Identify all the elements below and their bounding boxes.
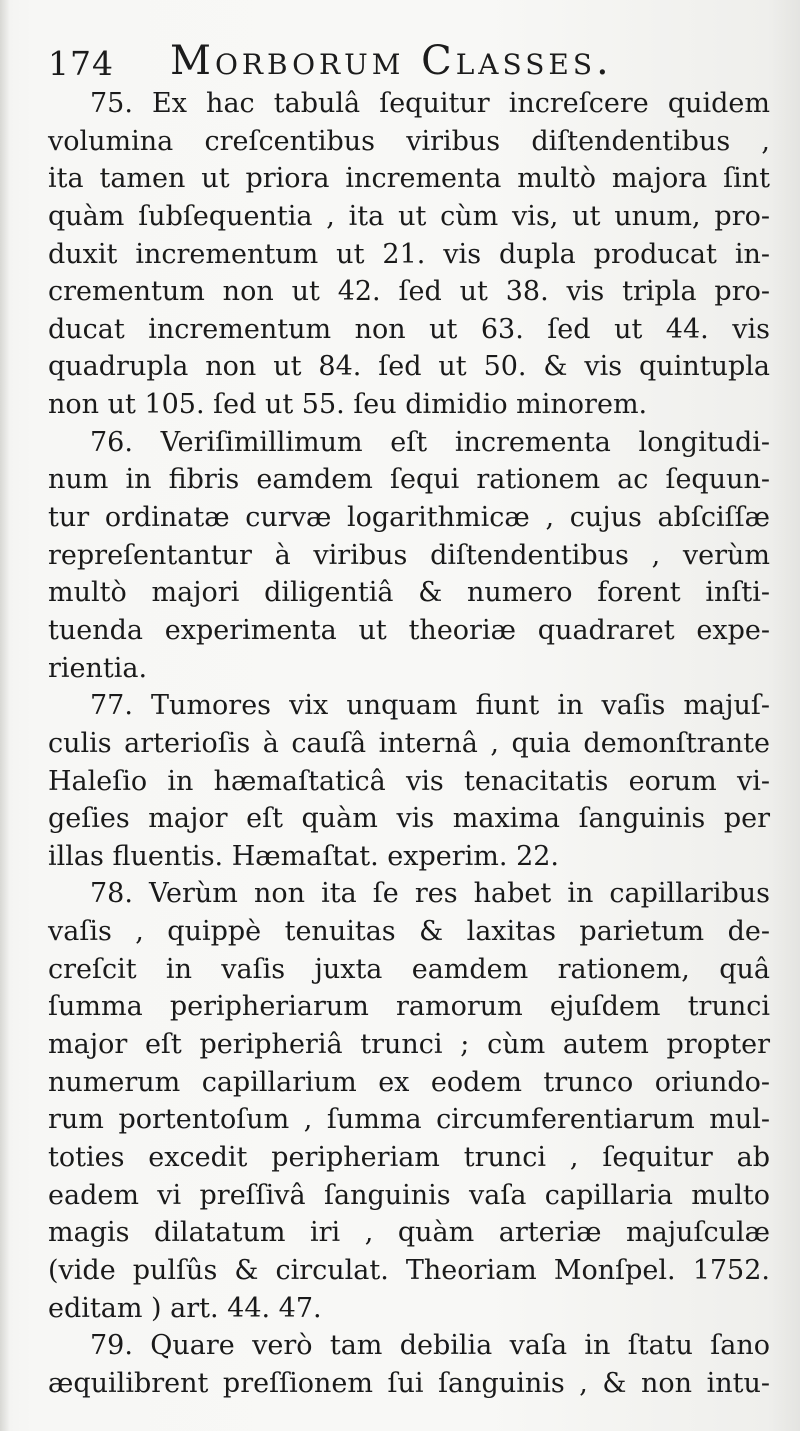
text-line: multò majori diligentiâ & numero forent inſti- — [48, 577, 770, 609]
text-body — [48, 85, 770, 1402]
text-line: crementum non ut 42. ſed ut 38. vis tripla pro- — [48, 276, 770, 308]
text-line: æquilibrent preſſionem ſui ſanguinis , & non intu- — [48, 1367, 770, 1399]
text-line: non ut 105. ſed ut 55. ſeu dimidio minorem. — [48, 389, 648, 421]
page-edge-shadow — [0, 0, 10, 1431]
text-line: repreſentantur à viribus diſtendentibus , verùm — [48, 539, 770, 571]
text-line: numerum capillarium ex eodem trunco oriundo- — [48, 1066, 770, 1098]
text-line: duxit incrementum ut 21. vis dupla producat in- — [48, 238, 770, 270]
text-line: eadem vi preſſivâ ſanguinis vaſa capillaria multo — [48, 1179, 770, 1211]
text-line: ſumma peripheriarum ramorum ejuſdem trunci — [48, 991, 770, 1023]
text-line: tuenda experimenta ut theoriæ quadraret expe- — [48, 614, 770, 646]
text-line: toties excedit peripheriam trunci , ſequitur ab — [48, 1141, 770, 1173]
text-line: volumina creſcentibus viribus diſtendentibus , — [48, 125, 770, 157]
text-line: major eſt peripheriâ trunci ; cùm autem propter — [48, 1029, 770, 1061]
page-number: 174 — [48, 44, 114, 83]
text-line: 77. Tumores vix unquam fiunt in vaſis majuſ- — [90, 690, 770, 722]
text-line: quàm ſubſequentia , ita ut cùm vis, ut unum, pro- — [48, 200, 770, 232]
text-line: 78. Verùm non ita ſe res habet in capillaribus — [90, 878, 770, 910]
text-line: magis dilatatum iri , quàm arteriæ majuſculæ — [48, 1217, 770, 1249]
text-line: rum portentoſum , ſumma circumferentiarum mul- — [48, 1104, 770, 1136]
text-line: creſcit in vaſis juxta eamdem rationem, quâ — [48, 953, 770, 985]
text-line: ita tamen ut priora incrementa multò majora ſint — [48, 163, 770, 195]
text-line: 76. Veriſimillimum eſt incrementa longitudi- — [90, 426, 770, 458]
running-head-title: Morborum Classes. — [170, 38, 613, 84]
text-line: ducat incrementum non ut 63. ſed ut 44. vis — [48, 313, 770, 345]
text-line: illas fluentis. Hæmaſtat. experim. 22. — [48, 840, 560, 872]
text-line: quadrupla non ut 84. ſed ut 50. & vis quintupla — [48, 351, 770, 383]
text-line: 75. Ex hac tabulâ ſequitur increſcere quidem — [90, 88, 770, 119]
text-line: num in fibris eamdem ſequi rationem ac ſequun- — [48, 464, 770, 496]
text-line: rientia. — [48, 652, 148, 684]
text-line: geſies major eſt quàm vis maxima ſanguinis per — [48, 803, 770, 835]
text-line: editam ) art. 44. 47. — [48, 1292, 322, 1324]
text-line: vaſis , quippè tenuitas & laxitas parietum de- — [48, 916, 770, 948]
text-line: Haleſio in hæmaſtaticâ vis tenacitatis eorum vi- — [48, 765, 770, 797]
text-line: (vide pulſûs & circulat. Theoriam Monſpel. 1752. — [48, 1254, 770, 1286]
text-line: tur ordinatæ curvæ logarithmicæ , cujus abſciſſæ — [48, 502, 770, 534]
text-line: 79. Quare verò tam debilia vaſa in ſtatu ſano — [90, 1330, 770, 1362]
text-line: culis arterioſis à cauſâ internâ , quia demonſtrante — [48, 727, 770, 759]
